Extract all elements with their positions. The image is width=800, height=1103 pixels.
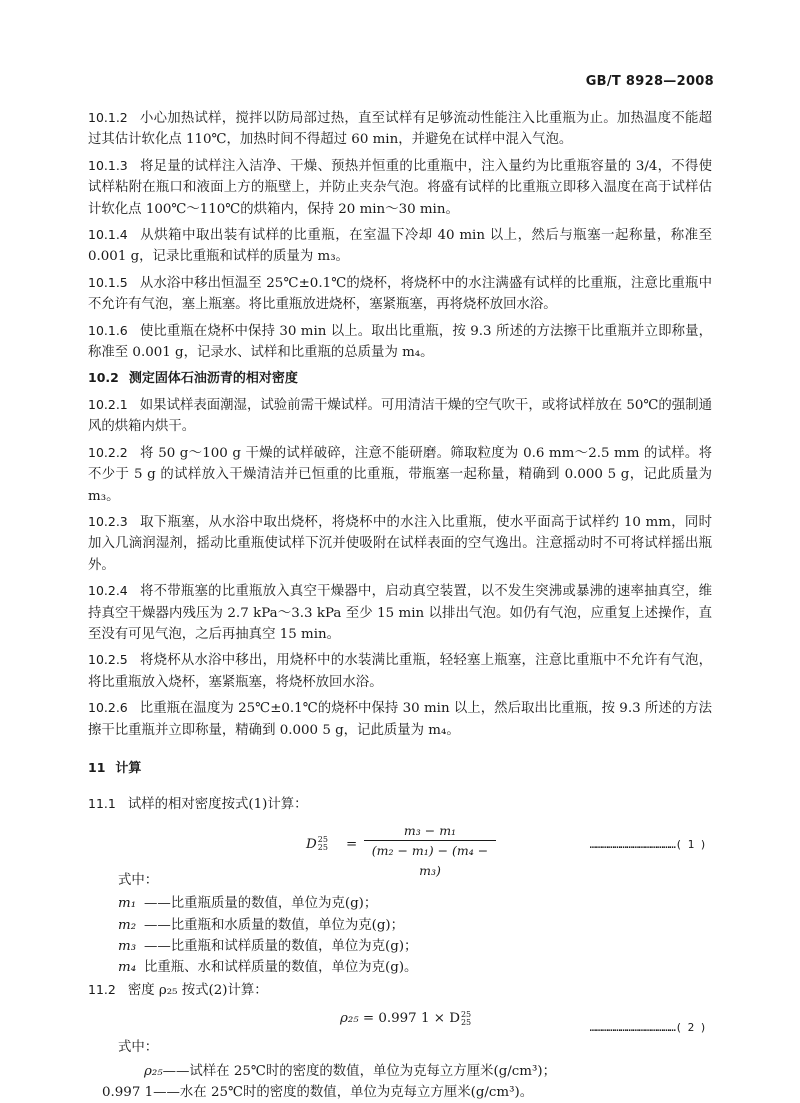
definition-symbol: m₃ (118, 939, 137, 954)
formula-2 (88, 1005, 712, 1033)
clause-number: 10.2.5 (88, 652, 128, 668)
clause-text: 将不带瓶塞的比重瓶放入真空干燥器中，启动真空装置，以不发生突沸或暴沸的速率抽真空，维持真空干燥器内残压为 2.7 kPa～3.3 kPa 至少 15 min 以排出气泡。如仍有气泡，应重复上述操作，直至没有可见气泡，之后再抽真空 15 min。 (88, 584, 712, 642)
clause-number: 10.2.4 (88, 583, 128, 599)
clause-10-1-4 (88, 224, 712, 268)
formula-scripts (461, 1011, 471, 1027)
clause-text: 从烘箱中取出装有试样的比重瓶，在室温下冷却 40 min 以上，然后与瓶塞一起称量，称准至 0.001 g，记录比重瓶和试样的质量为 m₃。 (88, 228, 712, 265)
definition-item (88, 1082, 712, 1103)
clause-10-2-3 (88, 511, 712, 576)
formula-1-numerator: m₃ − m₁ (364, 822, 496, 841)
definition-symbol: ρ₂₅ (144, 1063, 163, 1079)
section-heading-11 (88, 757, 712, 779)
clause-number: 10.2.6 (88, 700, 128, 716)
clause-text: 比重瓶在温度为 25℃±0.1℃的烧杯中保持 30 min 以上，然后取出比重瓶，按 9.3 所述的方法擦干比重瓶并立即称量，精确到 0.000 5 g，记此质量为 m₄。 (88, 701, 712, 738)
section-number: 10.2 (88, 370, 119, 386)
definition-symbol: m₂ (118, 917, 137, 933)
leader-dots: …………………………………… (589, 837, 676, 851)
clause-10-2-1 (88, 394, 712, 438)
formula-symbol: D (306, 836, 317, 852)
document-body (88, 107, 712, 1103)
definition-item (118, 957, 712, 978)
formula-1-denominator: (m₂ − m₁) − (m₄ − m₃) (371, 842, 489, 878)
definition-text: ——比重瓶质量的数值，单位为克(g)； (144, 896, 378, 912)
clause-number: 10.2.3 (88, 513, 128, 529)
clause-11-2 (88, 979, 712, 1001)
definition-text: ——水在 25℃时的密度的数值，单位为克每立方厘米(g/cm³)。 (153, 1085, 534, 1101)
where-label-2: 式中： (118, 1040, 159, 1056)
section-title: 计算 (115, 760, 142, 776)
formula-superscript: 25 (317, 835, 328, 845)
definition-text: ——比重瓶和试样质量的数值，单位为克(g)； (144, 939, 418, 954)
clause-text: 取下瓶塞，从水浴中取出烧杯，将烧杯中的水注入比重瓶，使水平面高于试样约 10 mm，同时加入几滴润湿剂，摇动比重瓶使试样下沉并使吸附在试样表面的空气逸出。注意摇动时不可将试样摇出瓶外。 (88, 514, 712, 573)
clause-10-2-4 (88, 580, 712, 645)
definition-item (118, 893, 712, 914)
clause-number: 10.1.3 (88, 157, 128, 173)
formula-2-leader (590, 1017, 706, 1038)
clause-11-1 (88, 793, 712, 815)
clause-text: 从水浴中移出恒温至 25℃±0.1℃的烧杯，将烧杯中的水注满盛有试样的比重瓶，注意比重瓶中不允许有气泡，塞上瓶塞。将比重瓶放进烧杯，塞紧瓶塞，再将烧杯放回水浴。 (88, 275, 712, 313)
clause-number: 10.1.4 (88, 227, 128, 243)
formula-subscript: 25 (317, 843, 328, 853)
clause-number: 10.1.6 (88, 322, 128, 338)
formula-scripts (318, 836, 328, 852)
clause-text: 使比重瓶在烧杯中保持 30 min 以上。取出比重瓶，按 9.3 所述的方法擦干比重瓶并立即称量，称准至 0.001 g，记录水、试样和比重瓶的总质量为 m₄。 (88, 323, 712, 361)
formula-1-equals: = (346, 836, 358, 852)
formula-2-rhs: = 0.997 1 × D (362, 1011, 460, 1027)
formula-2-number: ( 2 ) (675, 1021, 706, 1035)
formula-1-fraction (364, 822, 496, 881)
formula-2-lhs: ρ₂₅ (340, 1011, 359, 1027)
clause-number: 10.1.5 (88, 274, 128, 290)
formula-1-number: ( 1 ) (675, 837, 706, 851)
formula-1-lhs (306, 834, 328, 855)
definition-symbol: m₄ (118, 960, 137, 976)
clause-10-2-5 (88, 649, 712, 693)
definition-text: ——试样在 25℃时的密度的数值，单位为克每立方厘米(g/cm³)； (162, 1063, 556, 1079)
formula-2-expression (340, 1008, 471, 1029)
clause-number: 10.2.2 (88, 444, 128, 460)
formula-1-leader (590, 834, 706, 855)
definition-text: 比重瓶、水和试样质量的数值，单位为克(g)。 (144, 960, 418, 976)
clause-text: 小心加热试样，搅拌以防局部过热，直至试样有足够流动性能注入比重瓶为止。加热温度不能超过其估计软化点 110℃，加热时间不得超过 60 min，并避免在试样中混入气泡。 (88, 111, 712, 148)
clause-text: 试样的相对密度按式(1)计算： (127, 797, 308, 813)
clause-text: 将 50 g～100 g 干燥的试样破碎，注意不能研磨。筛取粒度为 0.6 mm～2.5 mm 的试样。将不少于 5 g 的试样放入干燥清洁并已恒重的比重瓶，带瓶塞一起称量，精确到 0.000 5 g，记此质量为 m₃。 (88, 445, 712, 504)
clause-number: 11.2 (88, 981, 116, 997)
clause-text: 密度 ρ₂₅ 按式(2)计算： (127, 982, 268, 998)
clause-text: 将足量的试样注入洁净、干燥、预热并恒重的比重瓶中，注入量约为比重瓶容量的 3/4，不得使试样粘附在瓶口和液面上方的瓶壁上，并防止夹杂气泡。将盛有试样的比重瓶立即移入温度在高于试样估计软化点 100℃～110℃的烘箱内，保持 20 min～30 min。 (88, 158, 712, 217)
section-heading-10-2 (88, 367, 712, 389)
definition-item (118, 915, 712, 936)
formula-1 (88, 822, 712, 878)
definition-item (118, 936, 712, 957)
definitions-1 (88, 893, 712, 979)
clause-10-2-2 (88, 442, 712, 507)
clause-text: 如果试样表面潮湿，试验前需干燥试样。可用清洁干燥的空气吹干，或将试样放在 50℃的强制通风的烘箱内烘干。 (88, 397, 712, 435)
definition-symbol: m₁ (118, 896, 137, 912)
formula-subscript: 25 (460, 1017, 472, 1027)
clause-10-1-6 (88, 320, 712, 364)
clause-text: 将烧杯从水浴中移出，用烧杯中的水装满比重瓶，轻轻塞上瓶塞，注意比重瓶中不允许有气泡，将比重瓶放入烧杯，塞紧瓶塞，将烧杯放回水浴。 (88, 653, 712, 690)
clause-10-1-3 (88, 155, 712, 220)
definition-text: ——比重瓶和水质量的数值，单位为克(g)； (144, 917, 405, 933)
leader-dots: …………………………………… (589, 1021, 676, 1035)
standard-code: GB/T 8928—2008 (585, 74, 714, 89)
definition-symbol: 0.997 1 (102, 1085, 154, 1101)
where-label-1: 式中： (118, 872, 159, 888)
clause-10-1-2 (88, 107, 712, 151)
clause-10-2-6 (88, 697, 712, 741)
clause-number: 11.1 (88, 796, 116, 812)
clause-10-1-5 (88, 272, 712, 316)
definition-item (88, 1061, 712, 1082)
clause-number: 10.2.1 (88, 396, 128, 412)
section-number: 11 (88, 759, 106, 775)
section-title: 测定固体石油沥青的相对密度 (128, 371, 298, 387)
clause-number: 10.1.2 (88, 110, 128, 125)
formula-superscript: 25 (460, 1009, 472, 1019)
